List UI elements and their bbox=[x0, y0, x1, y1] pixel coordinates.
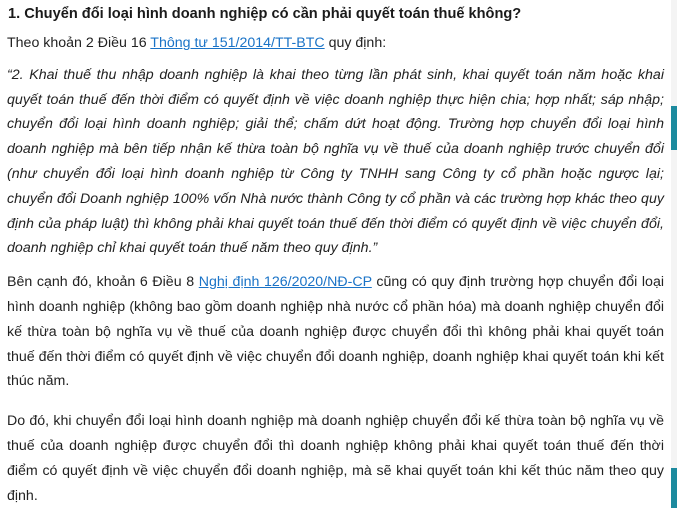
paragraph-decree-before: Bên cạnh đó, khoản 6 Điều 8 bbox=[7, 274, 199, 291]
article-body bbox=[7, 0, 664, 508]
decree-126-link[interactable]: Nghị định 126/2020/NĐ-CP bbox=[198, 274, 372, 291]
section-heading: 1. Chuyển đổi loại hình doanh nghiệp có cần phải quyết toán thuế không? bbox=[8, 6, 522, 22]
page-scrollbar[interactable] bbox=[671, 0, 677, 508]
paragraph-conclusion: Do đó, khi chuyển đổi loại hình doanh nghiệp mà doanh nghiệp chuyển đổi kế thừa toàn bộ nghĩa vụ về thuế của doanh nghiệp được chuyển đổi thì doanh nghiệp không phải khai quyết toán thuế đến thời điểm có quyết định về việc chuyển đổi doanh nghiệp, mà sẽ khai quyết toán khi kết thúc năm theo quy định. bbox=[7, 413, 664, 504]
paragraph-decree bbox=[7, 270, 664, 394]
scrollbar-marker-bottom bbox=[671, 468, 677, 508]
circular-151-link[interactable]: Thông tư 151/2014/TT-BTC bbox=[150, 35, 325, 51]
scrollbar-marker-top bbox=[671, 106, 677, 150]
intro-text-after: quy định: bbox=[324, 35, 387, 51]
quoted-regulation: “2. Khai thuế thu nhập doanh nghiệp là khai theo từng lần phát sinh, khai quyết toán năm hoặc khai quyết toán thuế đến thời điểm có quyết định về việc doanh nghiệp thực hiện chia; hợp nhất; sáp nhập; chuyển đổi loại hình doanh nghiệp; giải thể; chấm dứt hoạt động. Trường hợp chuyển đổi loại hình doanh nghiệp mà bên tiếp nhận kế thừa toàn bộ nghĩa vụ về thuế của doanh nghiệp trước chuyển đổi (như chuyển đổi loại hình doanh nghiệp từ Công ty TNHH sang Công ty cổ phần hoặc ngược lại; chuyển đổi Doanh nghiệp 100% vốn Nhà nước thành Công ty cổ phần và các trường hợp khác theo quy định của pháp luật) thì không phải khai quyết toán thuế đến thời điểm có quyết định về việc chuyển đổi, doanh nghiệp chỉ khai quyết toán thuế năm theo quy định.” bbox=[7, 66, 664, 257]
intro-paragraph bbox=[7, 31, 664, 56]
intro-text-before: Theo khoản 2 Điều 16 bbox=[7, 35, 151, 51]
paragraph-decree-after: cũng có quy định trường hợp chuyển đổi loại hình doanh nghiệp (không bao gồm doanh nghiệp nhà nước cổ phần hóa) mà doanh nghiệp chuyển đổi kế thừa toàn bộ nghĩa vụ về thuế của doanh nghiệp được chuyển đổi thì không phải khai quyết toán thuế đến thời điểm có quyết định về việc chuyển đổi doanh nghiệp, doanh nghiệp khai quyết toán khi kết thúc năm. bbox=[7, 274, 664, 390]
